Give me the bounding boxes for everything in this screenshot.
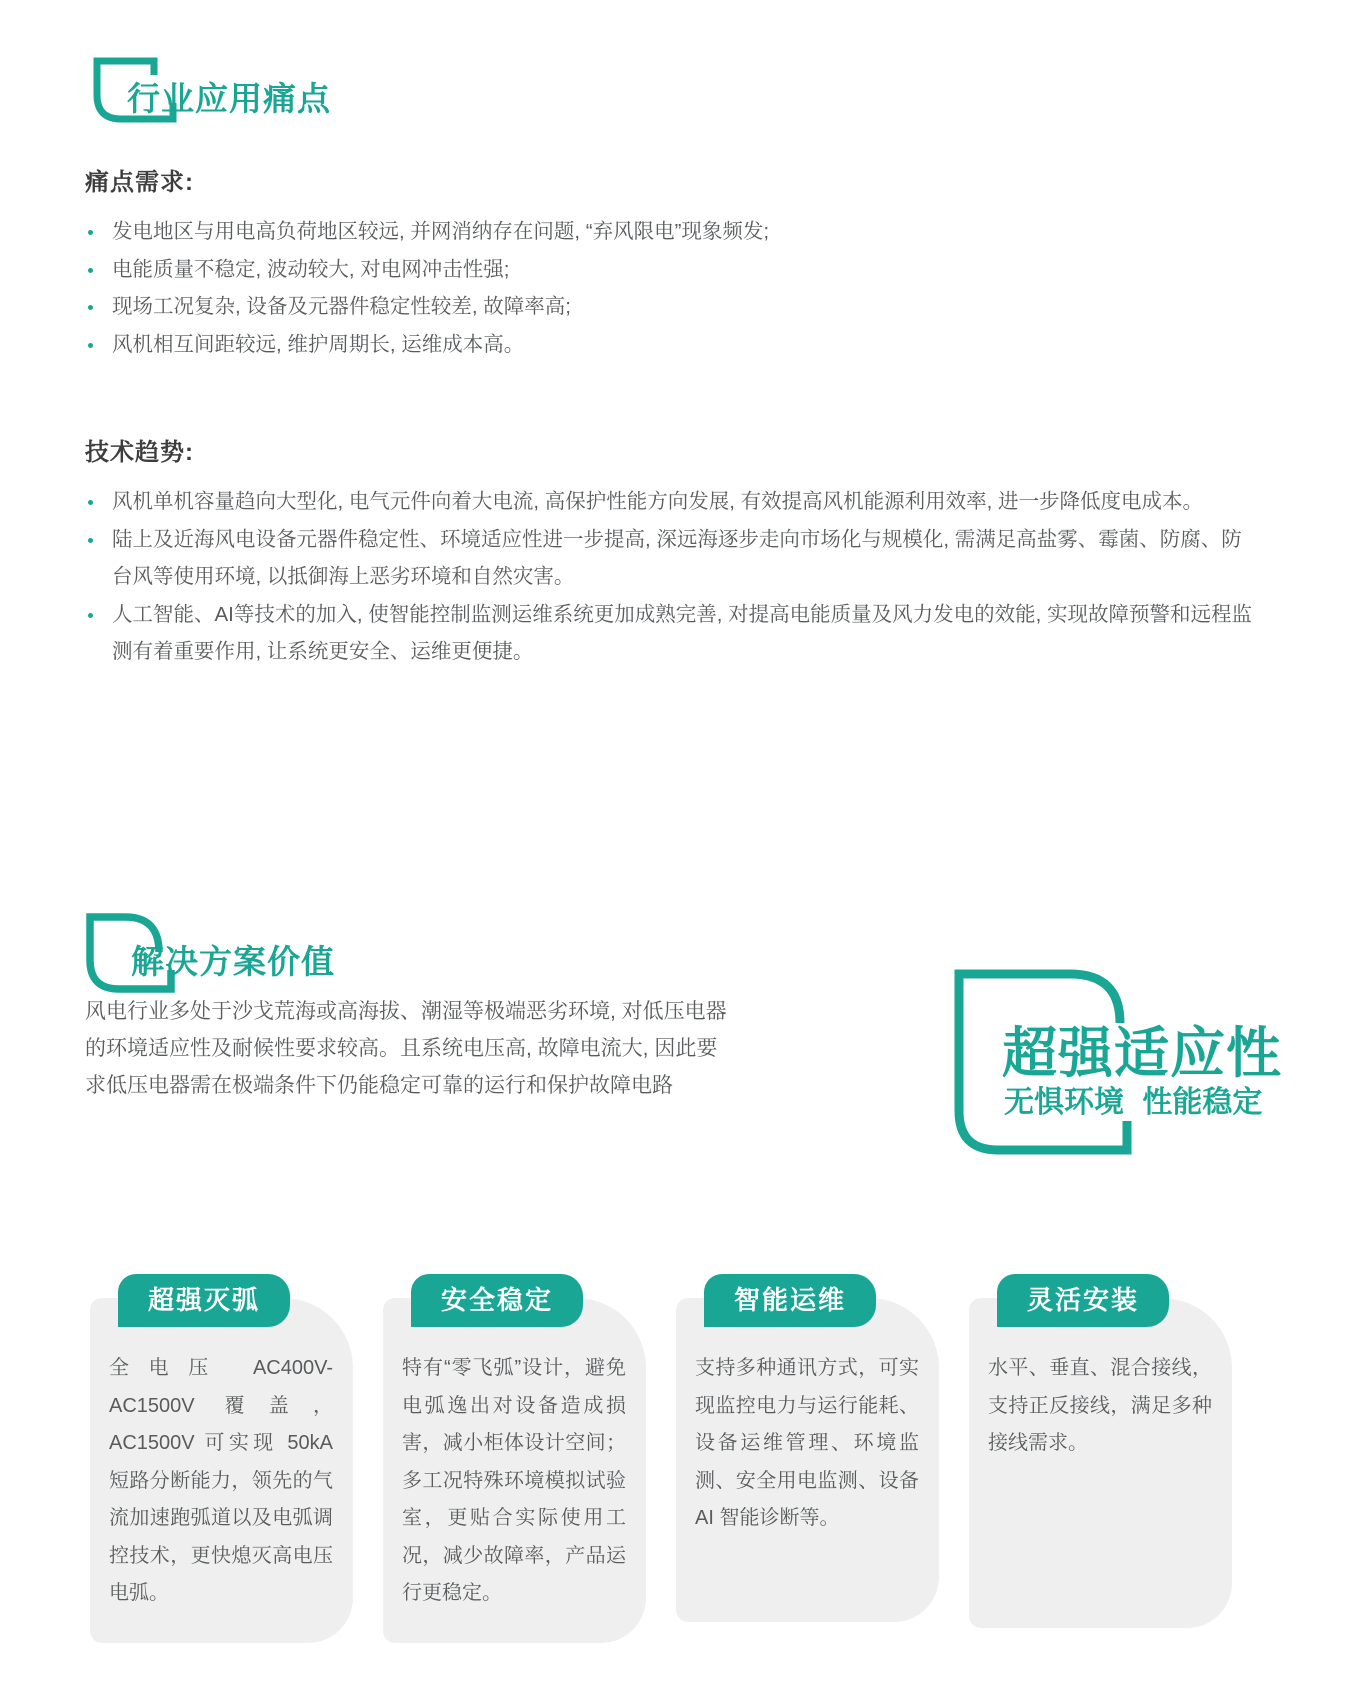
feature-cards-row (90, 1274, 1232, 1643)
card-safety-stability (383, 1274, 646, 1643)
list-item (85, 251, 1265, 289)
tech-trend-list (85, 483, 1257, 671)
list-item (85, 483, 1257, 521)
card-body-text: 全电压 AC400V-AC1500V 覆盖，AC1500V 可实现 50kA 短路分断能力，领先的气流加速跑弧道以及电弧调控技术，更快熄灭高电压电弧。 (90, 1298, 353, 1643)
list-item (85, 596, 1257, 671)
feature-highlight (950, 965, 1310, 1175)
pain-demand-heading: 痛点需求: (85, 169, 194, 196)
card-title-badge: 超强灭弧 (118, 1274, 290, 1327)
bullet-icon (88, 500, 93, 505)
bracket-icon (85, 912, 177, 994)
bullet-text: 发电地区与用电高负荷地区较远, 并网消纳存在问题, “弃风限电”现象频发; (112, 220, 770, 243)
bullet-icon (88, 343, 93, 348)
bullet-text: 电能质量不稳定, 波动较大, 对电网冲击性强; (112, 257, 510, 281)
pain-demand-block (85, 162, 1265, 363)
bullet-text: 现场工况复杂, 设备及元器件稳定性较差, 故障率高; (112, 295, 571, 318)
card-body-text: 特有“零飞弧”设计，避免电弧逸出对设备造成损害，减小柜体设计空间；多工况特殊环境模拟试验室，更贴合实际使用工况，减少故障率，产品运行更稳定。 (383, 1298, 646, 1643)
list-item (85, 326, 1265, 364)
page-title: 行业应用痛点 (127, 80, 331, 117)
card-body-text: 水平、垂直、混合接线，支持正反接线，满足多种接线需求。 (969, 1298, 1232, 1628)
list-item (85, 288, 1265, 326)
list-item (85, 213, 1265, 251)
bullet-icon (88, 613, 93, 618)
feature-title: 超强适应性 (1002, 1022, 1283, 1084)
bullet-icon (88, 268, 93, 273)
card-title-badge: 智能运维 (704, 1274, 876, 1327)
bullet-text: 人工智能、AI等技术的加入, 使智能控制监测运维系统更加成熟完善, 对提高电能质量及风力发电的效能, 实现故障预警和远程监测有着重要作用, 让系统更安全、运维更便捷。 (112, 602, 1253, 663)
bullet-text: 陆上及近海风电设备元器件稳定性、环境适应性进一步提高, 深远海逐步走向市场化与规模化, 需满足高盐雾、霉菌、防腐、防台风等使用环境, 以抵御海上恶劣环境和自然灾害。 (112, 527, 1242, 588)
card-title-badge: 安全稳定 (411, 1274, 583, 1327)
bullet-text: 风机相互间距较远, 维护周期长, 运维成本高。 (112, 332, 525, 356)
section-value-title (85, 912, 335, 983)
tech-trend-heading: 技术趋势: (85, 439, 194, 466)
card-flexible-install (969, 1274, 1232, 1643)
bullet-text: 风机单机容量趋向大型化, 电气元件向着大电流, 高保护性能方向发展, 有效提高风机能源利用效率, 进一步降低度电成本。 (112, 490, 1204, 513)
section-title-text: 解决方案价值 (131, 943, 335, 980)
card-body-text: 支持多种通讯方式，可实现监控电力与运行能耗、设备运维管理、环境监测、安全用电监测、设备 AI 智能诊断等。 (676, 1298, 939, 1622)
bullet-icon (88, 230, 93, 235)
tech-trend-block (85, 432, 1257, 671)
section-pain-title (93, 57, 331, 120)
card-smart-ops (676, 1274, 939, 1643)
bullet-icon (88, 305, 93, 310)
card-title-badge: 灵活安装 (997, 1274, 1169, 1327)
bullet-icon (88, 538, 93, 543)
card-arc-extinguishing (90, 1274, 353, 1643)
list-item (85, 521, 1257, 596)
value-paragraph: 风电行业多处于沙戈荒海或高海拔、潮湿等极端恶劣环境, 对低压电器的环境适应性及耐候性要求较高。且系统电压高, 故障电流大, 因此要求低压电器需在极端条件下仍能稳定可靠的运行和保护故障电路 (85, 1000, 727, 1097)
pain-demand-list (85, 213, 1265, 363)
bracket-icon (93, 57, 177, 123)
feature-subtitle: 无惧环境 性能稳定 (1004, 1086, 1263, 1119)
